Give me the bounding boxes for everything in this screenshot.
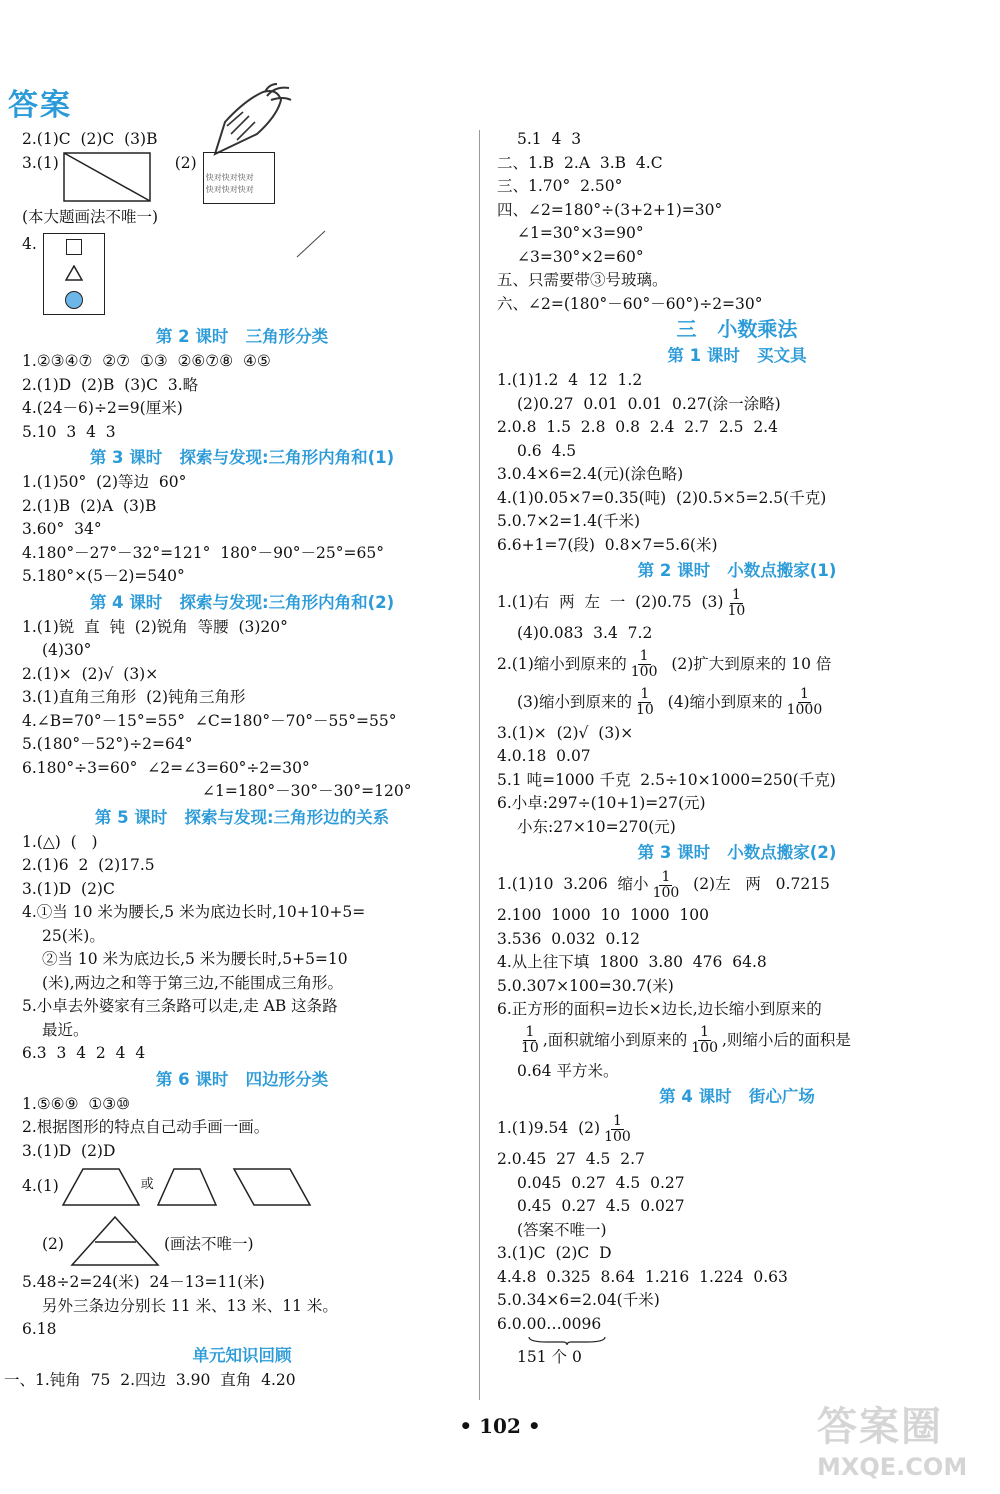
- right-column: [497, 128, 977, 1370]
- section-heading: 第 2 课时 三角形分类: [155, 327, 329, 346]
- answer-line: [497, 646, 977, 684]
- answer-label: 4.: [22, 235, 37, 253]
- answer-line: 2.(1)D (2)B (3)C 3.略: [22, 375, 199, 394]
- answer-label: (2): [42, 1235, 64, 1253]
- answer-line: 2.100 1000 10 1000 100: [497, 906, 709, 924]
- parallelogram-shape: [232, 1167, 312, 1207]
- answer-line: 6.6+1=7(段) 0.8×7=5.6(米): [497, 535, 718, 554]
- circle-shape: [65, 291, 83, 309]
- fraction-numerator: 1: [639, 648, 649, 664]
- stamp-text: 快对快对快对: [205, 184, 254, 194]
- answer-4-figures: [22, 233, 462, 323]
- fraction: [725, 588, 747, 619]
- answer-line: 6.小卓:297÷(10+1)=27(元): [497, 794, 706, 812]
- answer-line: 2.(1)B (2)A (3)B: [22, 496, 157, 515]
- or-label: 或: [140, 1177, 154, 1192]
- answer-line: 4.(1)0.05×7=0.35(吨) (2)0.5×5=2.5(千克): [497, 488, 827, 507]
- answer-line: (4)0.083 3.4 7.2: [517, 624, 653, 642]
- column-divider: [479, 130, 480, 1400]
- answer-line: 一、1.钝角 75 2.四边 3.90 直角 4.20: [4, 1370, 296, 1389]
- fraction-numerator: 1: [525, 1024, 535, 1040]
- stamped-rectangle-figure: [203, 152, 275, 204]
- section-heading: 单元知识回顾: [192, 1345, 292, 1365]
- answer-line: 0.64 平方米。: [517, 1061, 619, 1080]
- answer-line: 0.45 0.27 4.5 0.027: [517, 1197, 685, 1215]
- answer-line: 3.0.4×6=2.4(元)(涂色略): [497, 465, 684, 483]
- fraction-denominator: 1000: [786, 702, 823, 718]
- answer-line: 4.180°－27°－32°=121° 180°－90°－25°=65°: [22, 543, 384, 562]
- answer-text: (2)左 两 0.7215: [683, 875, 830, 894]
- answer-line: 3.60° 34°: [22, 520, 102, 538]
- answer-line: 6.正方形的面积=边长×边长,边长缩小到原来的: [497, 1000, 822, 1018]
- fraction: [629, 649, 660, 680]
- answer-line: (本大题画法不唯一): [22, 207, 159, 226]
- answer-line: 5.0.307×100=30.7(米): [497, 976, 674, 995]
- answer-line: (4)30°: [42, 641, 92, 659]
- answer-line: ∠1=180°－30°－30°=120°: [202, 782, 412, 800]
- answer-text: (3)缩小到原来的: [517, 692, 632, 711]
- answer-line: 小东:27×10=270(元): [517, 817, 676, 836]
- answer-text: ,则缩小后的面积是: [722, 1030, 851, 1049]
- answer-text: 1.(1)右 两 左 一 (2)0.75 (3): [497, 593, 724, 612]
- section-heading: 第 5 课时 探索与发现:三角形边的关系: [94, 807, 390, 827]
- note-label: (画法不唯一): [163, 1235, 254, 1253]
- answer-line: [497, 1022, 977, 1060]
- answer-line: 4.4.8 0.325 8.64 1.216 1.224 0.63: [497, 1267, 788, 1286]
- fraction: [602, 1114, 633, 1145]
- square-shape: [66, 239, 82, 255]
- page-number: • 102 •: [459, 1414, 541, 1438]
- answer-line: 151 个 0: [517, 1348, 582, 1366]
- answer-line: 5.1 4 3: [517, 130, 582, 148]
- stray-line-mark: [295, 229, 335, 259]
- underbrace-mark: [527, 1336, 607, 1346]
- answer-line: 4.∠B=70°－15°=55° ∠C=180°－70°－55°=55°: [22, 711, 397, 730]
- fraction-numerator: 1: [731, 586, 741, 603]
- answer-line: 5.(180°－52°)÷2=64°: [22, 735, 193, 753]
- fraction-denominator: 10: [521, 1040, 539, 1056]
- answer-line: 2.(1)6 2 (2)17.5: [22, 856, 155, 874]
- fraction-denominator: 100: [630, 664, 658, 680]
- answer-text: 2.(1)缩小到原来的: [497, 654, 627, 673]
- section-heading: 第 1 课时 买文具: [667, 346, 807, 365]
- answer-line: 2.根据图形的特点自己动手画一画。: [22, 1118, 270, 1136]
- section-heading: 第 3 课时 小数点搬家(2): [637, 843, 837, 862]
- answer-label: 4.(1): [22, 1177, 59, 1195]
- left-column: [4, 128, 462, 1392]
- fraction-denominator: 10: [635, 702, 654, 718]
- unit-heading: 三 小数乘法: [676, 317, 798, 341]
- stamp-text: 快对快对快对: [205, 172, 254, 182]
- section-heading: 第 4 课时 街心广场: [659, 1087, 815, 1106]
- fraction-denominator: 100: [691, 1040, 718, 1056]
- answer-line: 2.(1)× (2)√ (3)×: [22, 664, 159, 683]
- answer-line: 四、∠2=180°÷(3+2+1)=30°: [497, 200, 723, 219]
- answer-line: 3.(1)直角三角形 (2)钝角三角形: [22, 688, 246, 706]
- divided-triangle-shape: [70, 1215, 160, 1267]
- answer-line: 2.(1)C (2)C (3)B: [22, 130, 158, 148]
- answer-line: ②当 10 米为底边长,5 米为腰长时,5+5=10: [42, 950, 348, 968]
- rectangle-diagonal-figure: [63, 152, 151, 202]
- answer-line: 0.6 4.5: [517, 441, 577, 460]
- answer-line: 3.536 0.032 0.12: [497, 929, 640, 948]
- answer-line: 二、1.B 2.A 3.B 4.C: [497, 153, 663, 172]
- answer-line: [497, 684, 977, 722]
- answer-line: 5.小卓去外婆家有三条路可以走,走 AB 这条路: [22, 997, 338, 1015]
- answer-line: [497, 866, 977, 904]
- answer-line: 5.180°×(5－2)=540°: [22, 567, 185, 585]
- answer-label: 3.(1): [22, 153, 59, 172]
- answer-line: 5.0.34×6=2.04(千米): [497, 1291, 660, 1309]
- answer-line: 1.⑤⑥⑨ ①③⑩: [22, 1094, 131, 1113]
- fraction-numerator: 1: [661, 868, 671, 885]
- answer-line: 4.(24－6)÷2=9(厘米): [22, 399, 183, 417]
- answer-line: (答案不唯一): [517, 1220, 607, 1239]
- watermark-url: MXQE.COM: [817, 1453, 968, 1481]
- fraction-numerator: 1: [700, 1024, 710, 1040]
- shape-column-figure: [43, 233, 105, 315]
- answer-line: 另外三条边分别长 11 米、13 米、11 米。: [42, 1296, 338, 1315]
- fraction-numerator: 1: [799, 686, 809, 702]
- page-title: 答案: [8, 88, 72, 123]
- answer-text: (4)缩小到原来的: [657, 692, 783, 711]
- fraction: [651, 870, 682, 901]
- answer-line: ∠3=30°×2=60°: [517, 247, 644, 266]
- answer-line: 3.(1)C (2)C D: [497, 1244, 612, 1262]
- answer-line: 6.18: [22, 1320, 57, 1338]
- answer-3-figures: [22, 152, 462, 206]
- answer-line: [497, 584, 977, 622]
- answer-line: 5.10 3 4 3: [22, 422, 116, 441]
- answer-line: 6.0.00…0096: [497, 1314, 602, 1333]
- answer-label: (2): [174, 153, 197, 172]
- watermark-text: 答案圈: [817, 1404, 943, 1450]
- answer-line: 4.从上往下填 1800 3.80 476 64.8: [497, 953, 767, 971]
- answer-line: 3.(1)D (2)C: [22, 879, 115, 898]
- fraction-numerator: 1: [612, 1112, 622, 1129]
- trapezoid-shape: [156, 1167, 218, 1207]
- answer-line: 三、1.70° 2.50°: [497, 177, 623, 195]
- section-heading: 第 2 课时 小数点搬家(1): [637, 561, 837, 580]
- answer-line: 最近。: [42, 1020, 89, 1039]
- answer-text: ,面积就缩小到原来的: [542, 1030, 688, 1049]
- answer-line: 6.3 3 4 2 4 4: [22, 1044, 146, 1062]
- section-heading: 第 3 课时 探索与发现:三角形内角和(1): [89, 448, 395, 467]
- answer-line: 0.045 0.27 4.5 0.27: [517, 1173, 685, 1192]
- fraction: [519, 1025, 541, 1056]
- answer-line: 5.48÷2=24(米) 24－13=11(米): [22, 1273, 265, 1291]
- answer-line: (米),两边之和等于第三边,不能围成三角形。: [42, 973, 343, 992]
- answer-line: 2.0.8 1.5 2.8 0.8 2.4 2.7 2.5 2.4: [497, 418, 778, 436]
- fraction-numerator: 1: [640, 686, 650, 702]
- fraction-denominator: 100: [652, 884, 680, 901]
- watermark-logo: [817, 1402, 982, 1490]
- section-heading: 第 6 课时 四边形分类: [155, 1069, 329, 1089]
- trapezoid-figures: [22, 1167, 462, 1215]
- fraction: [634, 687, 656, 718]
- answer-line: ∠1=30°×3=90°: [517, 224, 644, 242]
- section-heading: 第 4 课时 探索与发现:三角形内角和(2): [89, 592, 395, 612]
- answer-line: 五、只需要带③号玻璃。: [497, 271, 668, 289]
- answer-line: 1.(1)1.2 4 12 1.2: [497, 371, 643, 389]
- triangle-division-figure-row: [22, 1215, 462, 1271]
- trapezoid-shape: [61, 1167, 141, 1207]
- answer-text: (2)扩大到原来的 10 倍: [661, 654, 832, 673]
- answer-line: 25(米)。: [42, 926, 105, 945]
- triangle-shape: [65, 265, 83, 281]
- fraction: [785, 687, 825, 718]
- answer-line: 3.(1)D (2)D: [22, 1141, 116, 1160]
- answer-line: 3.(1)× (2)√ (3)×: [497, 723, 634, 742]
- answer-line: 1.(1)50° (2)等边 60°: [22, 473, 187, 491]
- answer-text: 1.(1)9.54 (2): [497, 1119, 601, 1138]
- fraction-denominator: 100: [604, 1128, 631, 1145]
- answer-line: 6.180°÷3=60° ∠2=∠3=60°÷2=30°: [22, 758, 310, 777]
- answer-line: 1.(1)锐 直 钝 (2)锐角 等腰 (3)20°: [22, 617, 288, 636]
- answer-line: 5.0.7×2=1.4(千米): [497, 512, 641, 530]
- answer-line: 4.0.18 0.07: [497, 747, 591, 765]
- answer-text: 1.(1)10 3.206 缩小: [497, 875, 649, 894]
- answer-line: 4.①当 10 米为腰长,5 米为底边长时,10+10+5=: [22, 903, 366, 921]
- answer-line: 5.1 吨=1000 千克 2.5÷10×1000=250(千克): [497, 770, 836, 789]
- answer-line: [497, 1110, 977, 1148]
- answer-line: 1.②③④⑦ ②⑦ ①③ ②⑥⑦⑧ ④⑤: [22, 352, 271, 370]
- answer-line: 2.0.45 27 4.5 2.7: [497, 1150, 645, 1168]
- fraction: [689, 1025, 720, 1056]
- answer-line: 1.(△) ( ): [22, 832, 98, 851]
- answer-line: (2)0.27 0.01 0.01 0.27(涂一涂略): [517, 394, 781, 413]
- answer-line: 六、∠2=(180°－60°－60°)÷2=30°: [497, 294, 763, 313]
- fraction-denominator: 10: [727, 602, 746, 619]
